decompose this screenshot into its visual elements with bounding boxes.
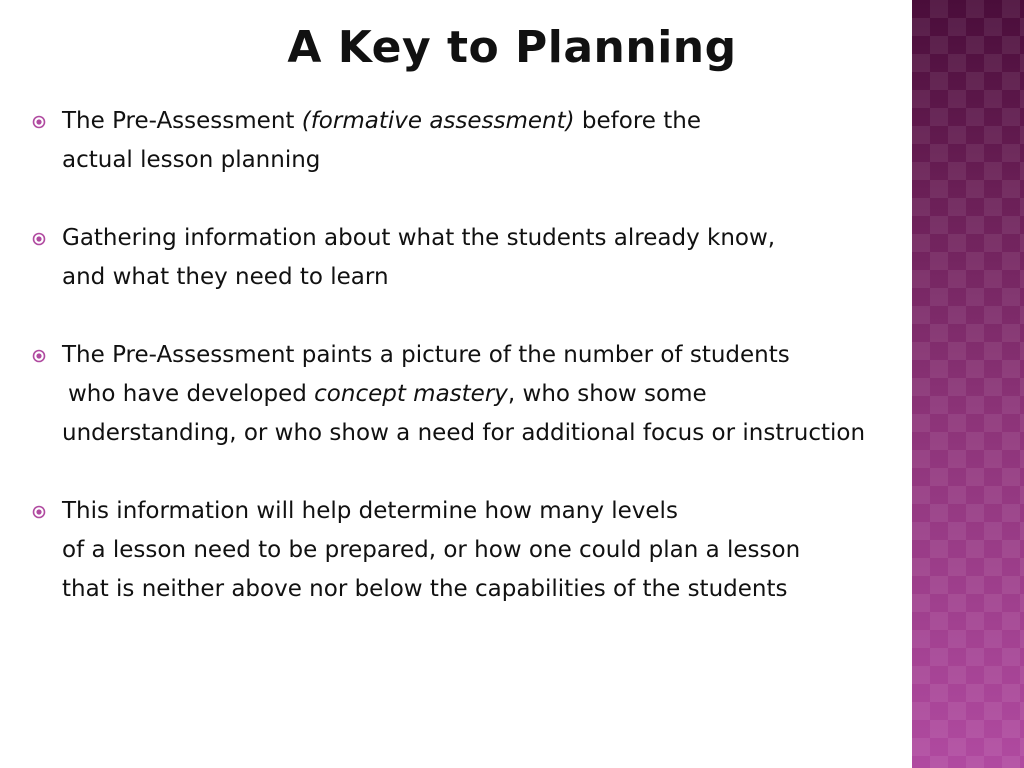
- bullet-3-line-2: who have developed concept mastery, who show some: [68, 381, 707, 407]
- bullet-3-line-3: understanding, or who show a need for additional focus or instruction: [62, 420, 866, 446]
- bullet-circle-icon: [32, 349, 46, 363]
- bullet-item-1: [32, 102, 972, 180]
- bullet-4-line-1: This information will help determine how many levels: [62, 498, 678, 524]
- bullet-item-3: [32, 336, 972, 453]
- bullet-circle-icon: [32, 115, 46, 129]
- bullet-2-line-1: Gathering information about what the students already know,: [62, 225, 776, 251]
- bullet-item-4: [32, 492, 972, 609]
- bullet-4-line-3: that is neither above nor below the capabilities of the students: [62, 576, 788, 602]
- bullet-2-line-2: and what they need to learn: [62, 264, 389, 290]
- bullet-4-line-2: of a lesson need to be prepared, or how one could plan a lesson: [62, 537, 801, 563]
- bullet-1-line-1: The Pre-Assessment (formative assessment) before the: [62, 108, 702, 134]
- bullet-3-line-1: The Pre-Assessment paints a picture of the number of students: [62, 342, 790, 368]
- bullet-list: [32, 102, 972, 648]
- bullet-item-2: [32, 219, 972, 297]
- bullet-circle-icon: [32, 232, 46, 246]
- bullet-1-line-2: actual lesson planning: [62, 147, 321, 173]
- slide-title: A Key to Planning: [287, 22, 737, 73]
- bullet-circle-icon: [32, 505, 46, 519]
